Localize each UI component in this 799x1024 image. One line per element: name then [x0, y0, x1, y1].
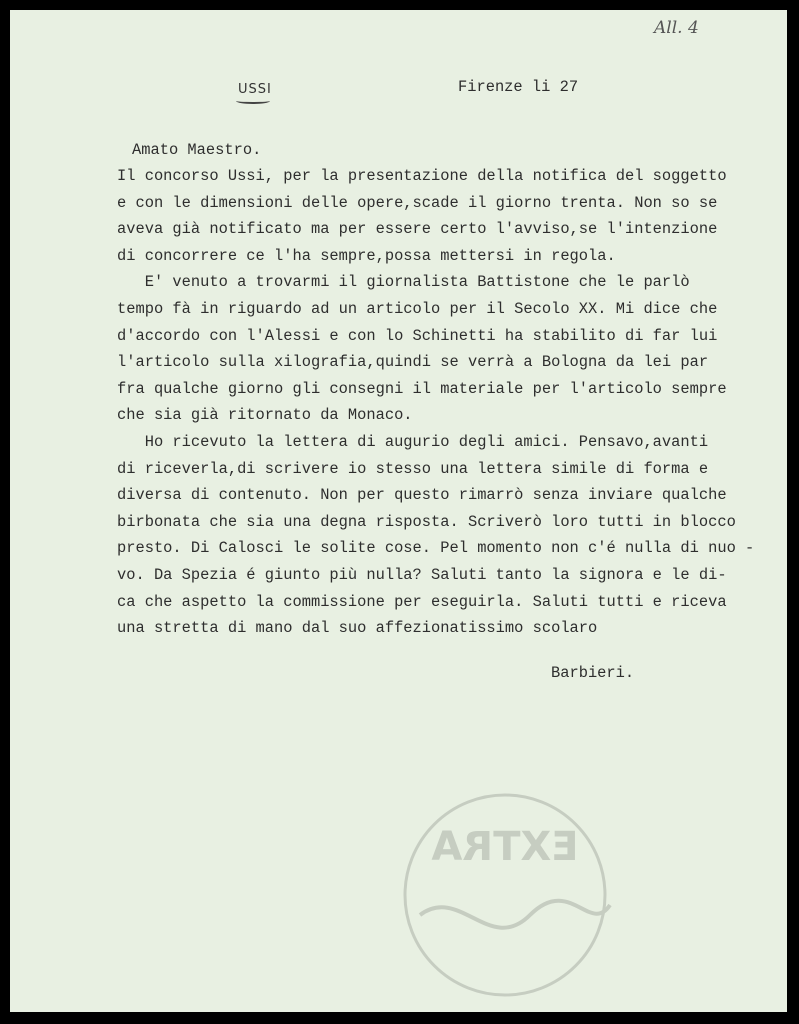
letter-line: Il concorso Ussi, per la presentazione della notifica del soggetto — [117, 167, 727, 185]
archive-annotation: All. 4 — [654, 18, 699, 38]
letter-line: d'accordo con l'Alessi e con lo Schinetti ha stabilito di far lui — [117, 326, 718, 345]
letter-line: l'articolo sulla xilografia,quindi se verrà a Bologna da lei par — [117, 353, 709, 372]
place-date: Firenze li 27 — [458, 78, 579, 96]
letter-line: una stretta di mano dal suo affezionatissimo scolaro — [117, 619, 598, 638]
letter-line: birbonata che sia una degna risposta. Scriverò loro tutti in blocco — [117, 512, 736, 531]
letter-line: presto. Di Calosci le solite cose. Pel momento non c'é nulla di nuo - — [117, 539, 755, 558]
letter-line: aveva già notificato ma per essere certo l'avviso,se l'intenzione — [117, 220, 718, 239]
letter-line: diversa di contenuto. Non per questo rimarrò senza inviare qualche — [117, 486, 727, 505]
letter-line: e con le dimensioni delle opere,scade il giorno trenta. Non so se — [117, 193, 718, 212]
letter-line: ca che aspetto la commissione per eseguirla. Saluti tutti e riceva — [117, 592, 727, 611]
letter-line: fra qualche giorno gli consegni il materiale per l'articolo sempre — [117, 379, 727, 398]
handwritten-header-mark: USSI — [238, 82, 272, 97]
letter-line: che sia già ritornato da Monaco. — [117, 406, 413, 425]
letter-line: tempo fà in riguardo ad un articolo per il Secolo XX. Mi dice che — [117, 300, 718, 318]
stamp-text: EXTRA — [431, 824, 579, 870]
letter-page — [10, 10, 787, 1012]
header-mark-underline — [236, 98, 270, 104]
letter-line: Ho ricevuto la lettera di augurio degli amici. Pensavo,avanti — [117, 433, 709, 451]
letter-line: vo. Da Spezia é giunto più nulla? Saluti tanto la signora e le di- — [117, 566, 727, 584]
extra-stamp-watermark — [400, 785, 620, 1005]
letter-line: E' venuto a trovarmi il giornalista Battistone che le parlò — [117, 273, 690, 292]
salutation: Amato Maestro. — [132, 141, 262, 159]
letter-line: di concorrere ce l'ha sempre,possa mettersi in regola. — [117, 246, 616, 265]
letter-line: di riceverla,di scrivere io stesso una lettera simile di forma e — [117, 459, 709, 478]
signature: Barbieri. — [551, 664, 635, 682]
